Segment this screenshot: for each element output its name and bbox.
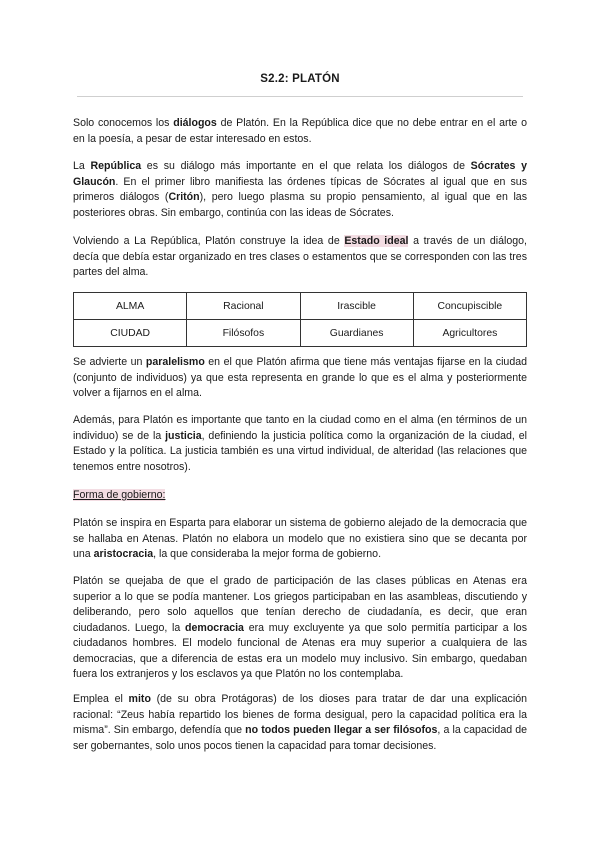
table-row — [74, 293, 527, 320]
table-cell: Filósofos — [187, 320, 300, 347]
bold-term: democracia — [185, 621, 244, 634]
text: Platón se inspira en Esparta para elaborar un sistema de gobierno alejado de la democracia que se hallaba en Atenas. Platón no elabora un modelo que no existiera sino que se decanta por una — [73, 517, 527, 560]
section-subtitle: Forma de gobierno: — [73, 489, 166, 501]
paragraph-dialogos — [73, 116, 527, 147]
page-title: S2.2: PLATÓN — [260, 73, 340, 85]
text: en el que Platón afirma que tiene más ventajas fijarse en la ciudad (conjunto de individuos) ya que esta representa en grande lo que es el alma y posteriormente volver a fijarnos en el alma. — [73, 356, 527, 399]
text: Emplea el — [73, 693, 129, 705]
paragraph-democracia — [73, 574, 527, 683]
bold-term: diálogos — [173, 117, 217, 129]
paragraph-republica — [73, 159, 527, 221]
bold-term: República — [90, 160, 142, 172]
bold-term: Sócrates y Glaucón — [73, 160, 528, 188]
table-cell: Agricultores — [413, 320, 526, 347]
text: Se advierte un — [73, 356, 146, 368]
text: . En el primer libro manifiesta las órdenes típicas de Sócrates al igual que en sus primeros diálogos ( — [73, 175, 527, 203]
bold-term: mito — [128, 693, 151, 705]
paragraph-mito — [73, 692, 527, 754]
text: es su diálogo más importante en el que relata los diálogos de — [141, 160, 471, 172]
text: , a la capacidad de ser gobernantes, solo unos pocos tienen la capacidad para tomar decisiones. — [73, 724, 527, 752]
text: , la que consideraba la mejor forma de gobierno. — [153, 548, 382, 560]
highlighted-term: Estado ideal — [344, 235, 409, 247]
text: Platón se quejaba de que el grado de participación de las clases públicas en Atenas era superior a lo que se podía mantener. Los griegos participaban en las asambleas, discutiendo y deliberando, pero solo aquellos que tenían derecho de ciudadanía, es decir, que eran ciudadanos. Luego, la — [73, 575, 527, 634]
paragraph-estado-ideal — [73, 234, 527, 281]
bold-term: aristocracia — [93, 548, 154, 560]
text: a través de un diálogo, decía que debía estar organizado en tres clases o estamentos que se corresponden con las tres partes del alma. — [73, 235, 527, 278]
table-cell: Irascible — [300, 293, 413, 320]
table-row — [74, 320, 527, 347]
bold-term: justicia — [165, 429, 202, 442]
text: ), pero luego plasma su propio pensamiento, al igual que en las posteriores obras. Sin embargo, continúa con las ideas de Sócrates. — [73, 191, 527, 219]
title-divider — [77, 96, 523, 97]
paragraph-paralelismo — [73, 355, 527, 402]
text: era muy excluyente ya que solo permitía participar a los ciudadanos hombres. El modelo funcional de Atenas era muy superior a cualquiera de las democracias, que a diferencia de estas era un modelo muy inclusivo. Sin embargo, quedaban fuera los extranjeros y los esclavos ya que Platón no los contemplaba. — [73, 621, 527, 680]
text: Volviendo a La República, Platón construye la idea de — [73, 235, 345, 247]
text: La — [73, 160, 91, 172]
table-cell: ALMA — [74, 293, 187, 320]
alma-ciudad-table — [73, 292, 527, 347]
text: de Platón. En la República dice que no debe entrar en el arte o en la poesía, a pesar de estar interesado en estos. — [73, 117, 527, 145]
paragraph-justicia — [73, 413, 527, 475]
text: Además, para Platón es importante que tanto en la ciudad como en el alma (en términos de un individuo) se de la — [73, 414, 527, 442]
text: , definiendo la justicia política como la organización de la ciudad, el Estado y la política. La justicia también es una virtud individual, de alteridad (las relaciones que tenemos entre nosotros). — [73, 429, 527, 473]
text: (de su obra Protágoras) de los dioses para tratar de dar una explicación racional: “Zeus había repartido los bienes de forma desigual, pero la capacidad política era la misma”. Sin embargo, defendía que — [73, 693, 527, 736]
bold-term: paralelismo — [145, 356, 205, 368]
table-cell: CIUDAD — [74, 320, 187, 347]
text: Solo conocemos los — [73, 117, 174, 129]
bold-term: Critón — [168, 191, 200, 203]
bold-term: no todos pueden llegar a ser filósofos — [245, 724, 438, 736]
paragraph-esparta — [73, 516, 527, 563]
table-cell: Racional — [187, 293, 300, 320]
table-cell: Guardianes — [300, 320, 413, 347]
table-cell: Concupiscible — [413, 293, 526, 320]
